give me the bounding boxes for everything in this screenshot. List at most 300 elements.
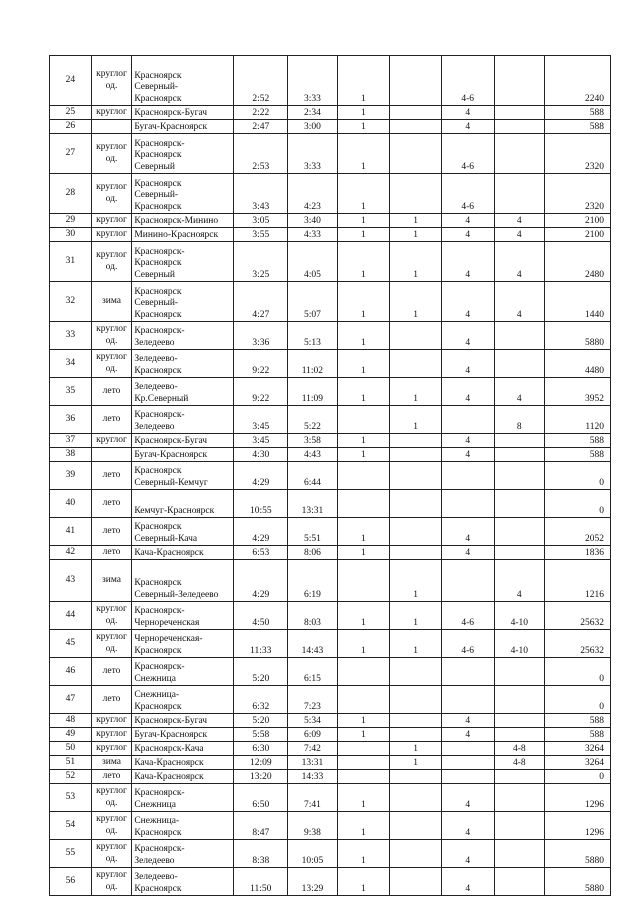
count-2 (390, 174, 442, 214)
count-4 (494, 434, 545, 448)
count-2 (390, 784, 442, 812)
route-line: Минино-Красноярск (134, 229, 219, 240)
count-1: 1 (337, 228, 390, 242)
route-cell (132, 630, 234, 658)
row-number: 45 (50, 630, 92, 658)
route-line: Чернореченская (134, 617, 200, 628)
arrival-time: 14:43 (288, 630, 337, 658)
row-number: 32 (50, 282, 92, 322)
departure-time: 3:45 (234, 434, 288, 448)
route-line: Красноярск- (134, 606, 185, 616)
route-line: Красноярск (134, 701, 182, 712)
season-cell: круглог од. (91, 602, 132, 630)
count-1: 1 (337, 134, 390, 174)
route-line: Красноярск (134, 93, 182, 104)
arrival-time: 7:23 (288, 686, 337, 714)
count-4: 4-10 (494, 630, 545, 658)
route-line: Северный- (134, 82, 179, 92)
route-cell (132, 174, 234, 214)
count-2 (390, 106, 442, 120)
cost-cell: 3264 (545, 742, 611, 756)
arrival-time: 9:38 (288, 812, 337, 840)
departure-time: 3:36 (234, 322, 288, 350)
arrival-time: 13:29 (288, 868, 337, 896)
row-number: 36 (50, 406, 92, 434)
cost-cell: 2100 (545, 214, 611, 228)
count-2 (390, 448, 442, 462)
cost-cell: 5880 (545, 322, 611, 350)
table-row (50, 228, 611, 242)
count-1: 1 (337, 546, 390, 560)
route-cell (132, 134, 234, 174)
arrival-time: 13:31 (288, 756, 337, 770)
arrival-time: 4:05 (288, 242, 337, 282)
departure-time: 6:32 (234, 686, 288, 714)
count-4 (494, 134, 545, 174)
route-cell (132, 462, 234, 490)
count-2 (390, 658, 442, 686)
count-1 (337, 770, 390, 784)
count-3 (441, 686, 494, 714)
route-cell (132, 406, 234, 434)
row-number: 56 (50, 868, 92, 896)
route-line: Кемчуг-Красноярск (134, 505, 215, 516)
cost-cell: 1296 (545, 784, 611, 812)
cost-cell: 588 (545, 714, 611, 728)
arrival-time: 5:07 (288, 282, 337, 322)
departure-time: 2:53 (234, 134, 288, 174)
count-2 (390, 714, 442, 728)
count-3: 4-6 (441, 602, 494, 630)
count-4 (494, 106, 545, 120)
season-cell: круглог од. (91, 56, 132, 106)
table-row (50, 282, 611, 322)
route-line: Северный-Зеледеево (134, 589, 219, 600)
row-number: 44 (50, 602, 92, 630)
table-row (50, 490, 611, 518)
route-line: Северный (134, 269, 175, 280)
count-4 (494, 714, 545, 728)
route-cell (132, 658, 234, 686)
route-cell (132, 812, 234, 840)
route-line: Зеледеево (134, 855, 175, 866)
table-row (50, 448, 611, 462)
count-3: 4 (441, 242, 494, 282)
season-cell: круглог (91, 214, 132, 228)
count-3: 4 (441, 434, 494, 448)
route-line: Зеледеево- (134, 382, 178, 392)
arrival-time: 6:15 (288, 658, 337, 686)
arrival-time: 3:33 (288, 56, 337, 106)
season-cell: лето (91, 406, 132, 434)
count-2 (390, 812, 442, 840)
route-cell (132, 770, 234, 784)
season-cell: круглог од. (91, 840, 132, 868)
route-cell (132, 686, 234, 714)
count-4 (494, 490, 545, 518)
departure-time: 4:30 (234, 448, 288, 462)
arrival-time: 3:33 (288, 134, 337, 174)
season-cell: круглог (91, 228, 132, 242)
count-3: 4 (441, 120, 494, 134)
route-line: Кр.Северный (134, 393, 189, 404)
count-2: 1 (390, 378, 442, 406)
count-2 (390, 868, 442, 896)
count-1: 1 (337, 784, 390, 812)
table-row (50, 350, 611, 378)
cost-cell: 0 (545, 686, 611, 714)
arrival-time: 2:34 (288, 106, 337, 120)
table-row (50, 742, 611, 756)
route-cell (132, 322, 234, 350)
route-cell (132, 518, 234, 546)
row-number: 52 (50, 770, 92, 784)
table-row (50, 406, 611, 434)
table-row (50, 174, 611, 214)
row-number: 54 (50, 812, 92, 840)
count-1: 1 (337, 120, 390, 134)
count-1: 1 (337, 282, 390, 322)
cost-cell: 0 (545, 490, 611, 518)
season-cell (91, 448, 132, 462)
count-3: 4 (441, 106, 494, 120)
count-1: 1 (337, 174, 390, 214)
cost-cell: 2052 (545, 518, 611, 546)
season-cell: лето (91, 490, 132, 518)
count-4: 4 (494, 560, 545, 602)
count-1: 1 (337, 840, 390, 868)
cost-cell: 588 (545, 728, 611, 742)
row-number: 42 (50, 546, 92, 560)
row-number: 33 (50, 322, 92, 350)
count-4 (494, 728, 545, 742)
route-cell (132, 56, 234, 106)
count-4 (494, 462, 545, 490)
count-2: 1 (390, 282, 442, 322)
arrival-time: 13:31 (288, 490, 337, 518)
row-number: 49 (50, 728, 92, 742)
season-cell: зима (91, 756, 132, 770)
departure-time: 9:22 (234, 378, 288, 406)
row-number: 27 (50, 134, 92, 174)
count-3 (441, 406, 494, 434)
departure-time: 13:20 (234, 770, 288, 784)
count-4: 4-10 (494, 602, 545, 630)
count-4: 4 (494, 228, 545, 242)
count-2 (390, 840, 442, 868)
route-cell (132, 106, 234, 120)
arrival-time: 6:09 (288, 728, 337, 742)
route-line: Красноярск (134, 150, 182, 160)
route-line: Северный-Кемчуг (134, 477, 208, 488)
schedule-table (49, 55, 611, 896)
season-cell: круглог од. (91, 812, 132, 840)
departure-time: 4:29 (234, 518, 288, 546)
count-3: 4 (441, 546, 494, 560)
route-line: Красноярск- (134, 326, 185, 336)
route-cell (132, 784, 234, 812)
count-3: 4 (441, 784, 494, 812)
cost-cell: 5880 (545, 868, 611, 896)
departure-time: 2:47 (234, 120, 288, 134)
count-4 (494, 56, 545, 106)
departure-time: 4:29 (234, 462, 288, 490)
season-cell: лето (91, 770, 132, 784)
cost-cell: 0 (545, 462, 611, 490)
departure-time: 4:50 (234, 602, 288, 630)
route-line: Красноярск (134, 258, 182, 268)
departure-time: 2:22 (234, 106, 288, 120)
count-3: 4 (441, 448, 494, 462)
count-3: 4 (441, 378, 494, 406)
route-line: Красноярск- (134, 844, 185, 854)
count-3: 4 (441, 728, 494, 742)
table-row (50, 462, 611, 490)
route-cell (132, 728, 234, 742)
arrival-time: 11:02 (288, 350, 337, 378)
season-cell: лето (91, 518, 132, 546)
count-3: 4 (441, 282, 494, 322)
count-2 (390, 728, 442, 742)
route-line: Красноярск-Бугач (134, 435, 208, 446)
row-number: 39 (50, 462, 92, 490)
route-cell (132, 228, 234, 242)
count-1 (337, 658, 390, 686)
route-cell (132, 560, 234, 602)
count-1: 1 (337, 214, 390, 228)
departure-time: 2:52 (234, 56, 288, 106)
table-row (50, 784, 611, 812)
count-3: 4-6 (441, 134, 494, 174)
count-4: 4 (494, 282, 545, 322)
count-3: 4 (441, 812, 494, 840)
route-cell (132, 282, 234, 322)
route-line: Чернореченская- (134, 634, 203, 644)
route-line: Красноярск (134, 827, 182, 838)
arrival-time: 6:19 (288, 560, 337, 602)
season-cell: лето (91, 546, 132, 560)
route-line: Зеледеево (134, 421, 175, 432)
row-number: 41 (50, 518, 92, 546)
season-cell: лето (91, 686, 132, 714)
count-2: 1 (390, 756, 442, 770)
departure-time: 3:05 (234, 214, 288, 228)
route-line: Красноярск (134, 645, 182, 656)
route-line: Красноярск (134, 309, 182, 320)
season-cell: круглог (91, 742, 132, 756)
count-3 (441, 770, 494, 784)
route-cell (132, 840, 234, 868)
departure-time: 5:20 (234, 714, 288, 728)
arrival-time: 5:22 (288, 406, 337, 434)
cost-cell: 1836 (545, 546, 611, 560)
count-1: 1 (337, 518, 390, 546)
count-2: 1 (390, 602, 442, 630)
table-row (50, 728, 611, 742)
season-cell (91, 120, 132, 134)
count-3 (441, 658, 494, 686)
route-cell (132, 756, 234, 770)
count-4: 8 (494, 406, 545, 434)
route-line: Красноярск- (134, 138, 185, 149)
arrival-time: 14:33 (288, 770, 337, 784)
table-row (50, 840, 611, 868)
count-2: 1 (390, 242, 442, 282)
table-row (50, 630, 611, 658)
departure-time: 8:38 (234, 840, 288, 868)
count-3 (441, 560, 494, 602)
route-line: Северный- (134, 190, 179, 200)
table-row (50, 756, 611, 770)
count-4 (494, 812, 545, 840)
count-3 (441, 742, 494, 756)
route-cell (132, 448, 234, 462)
cost-cell: 3952 (545, 378, 611, 406)
count-4 (494, 448, 545, 462)
row-number: 53 (50, 784, 92, 812)
table-row (50, 812, 611, 840)
count-2: 1 (390, 742, 442, 756)
count-2 (390, 462, 442, 490)
cost-cell: 1120 (545, 406, 611, 434)
route-cell (132, 120, 234, 134)
departure-time: 3:55 (234, 228, 288, 242)
cost-cell: 588 (545, 448, 611, 462)
row-number: 51 (50, 756, 92, 770)
count-2 (390, 770, 442, 784)
table-row (50, 56, 611, 106)
season-cell: круглог (91, 714, 132, 728)
season-cell: круглог од. (91, 868, 132, 896)
route-cell (132, 242, 234, 282)
count-1: 1 (337, 434, 390, 448)
route-cell (132, 490, 234, 518)
count-3: 4 (441, 714, 494, 728)
route-line: Красноярск (134, 522, 182, 532)
table-row (50, 602, 611, 630)
arrival-time: 7:42 (288, 742, 337, 756)
count-1: 1 (337, 630, 390, 658)
count-4: 4 (494, 378, 545, 406)
count-1 (337, 756, 390, 770)
row-number: 48 (50, 714, 92, 728)
season-cell: круглог од. (91, 174, 132, 214)
season-cell: круглог од. (91, 134, 132, 174)
row-number: 26 (50, 120, 92, 134)
route-line: Бугач-Красноярск (134, 729, 208, 740)
count-1: 1 (337, 378, 390, 406)
season-cell: лето (91, 658, 132, 686)
count-4 (494, 686, 545, 714)
route-line: Красноярск (134, 286, 182, 297)
count-4 (494, 518, 545, 546)
count-3: 4-6 (441, 56, 494, 106)
count-1: 1 (337, 106, 390, 120)
count-1: 1 (337, 448, 390, 462)
season-cell: круглог од. (91, 242, 132, 282)
route-line: Кача-Красноярск (134, 757, 204, 768)
cost-cell: 4480 (545, 350, 611, 378)
count-1 (337, 686, 390, 714)
cost-cell: 25632 (545, 630, 611, 658)
cost-cell: 2320 (545, 134, 611, 174)
route-line: Красноярск-Кача (134, 743, 204, 754)
table-row (50, 686, 611, 714)
cost-cell: 5880 (545, 840, 611, 868)
route-line: Красноярск (134, 578, 182, 588)
count-4 (494, 546, 545, 560)
route-line: Красноярск-Минино (134, 215, 219, 226)
route-line: Зеледеево (134, 337, 175, 348)
season-cell: круглог (91, 434, 132, 448)
arrival-time: 4:43 (288, 448, 337, 462)
count-4 (494, 322, 545, 350)
count-1: 1 (337, 242, 390, 282)
route-line: Красноярск (134, 178, 182, 189)
row-number: 24 (50, 56, 92, 106)
departure-time: 3:43 (234, 174, 288, 214)
departure-time: 8:47 (234, 812, 288, 840)
count-1: 1 (337, 812, 390, 840)
count-4 (494, 868, 545, 896)
count-4 (494, 174, 545, 214)
count-3: 4 (441, 518, 494, 546)
count-2 (390, 56, 442, 106)
count-1: 1 (337, 602, 390, 630)
count-4: 4-8 (494, 742, 545, 756)
count-1 (337, 490, 390, 518)
count-4 (494, 120, 545, 134)
row-number: 55 (50, 840, 92, 868)
row-number: 30 (50, 228, 92, 242)
count-1: 1 (337, 322, 390, 350)
count-4 (494, 784, 545, 812)
count-2: 1 (390, 228, 442, 242)
count-1 (337, 560, 390, 602)
count-2 (390, 686, 442, 714)
departure-time: 11:33 (234, 630, 288, 658)
route-line: Северный (134, 161, 175, 172)
season-cell: круглог од. (91, 784, 132, 812)
count-3: 4-6 (441, 630, 494, 658)
season-cell: лето (91, 378, 132, 406)
count-3 (441, 462, 494, 490)
count-2: 1 (390, 560, 442, 602)
arrival-time: 4:33 (288, 228, 337, 242)
route-line: Красноярск (134, 883, 182, 894)
count-3: 4-6 (441, 174, 494, 214)
count-4 (494, 840, 545, 868)
route-line: Красноярск (134, 466, 182, 476)
departure-time: 12:09 (234, 756, 288, 770)
table-body (50, 56, 611, 896)
table-row (50, 518, 611, 546)
count-1: 1 (337, 350, 390, 378)
table-row (50, 868, 611, 896)
row-number: 50 (50, 742, 92, 756)
route-line: Северный-Кача (134, 533, 198, 544)
route-line: Снежница (134, 673, 176, 684)
route-line: Бугач-Красноярск (134, 449, 208, 460)
cost-cell: 1216 (545, 560, 611, 602)
count-2: 1 (390, 406, 442, 434)
count-4: 4 (494, 242, 545, 282)
season-cell: круглог од. (91, 630, 132, 658)
table-row (50, 434, 611, 448)
route-cell (132, 714, 234, 728)
departure-time: 6:53 (234, 546, 288, 560)
route-cell (132, 602, 234, 630)
